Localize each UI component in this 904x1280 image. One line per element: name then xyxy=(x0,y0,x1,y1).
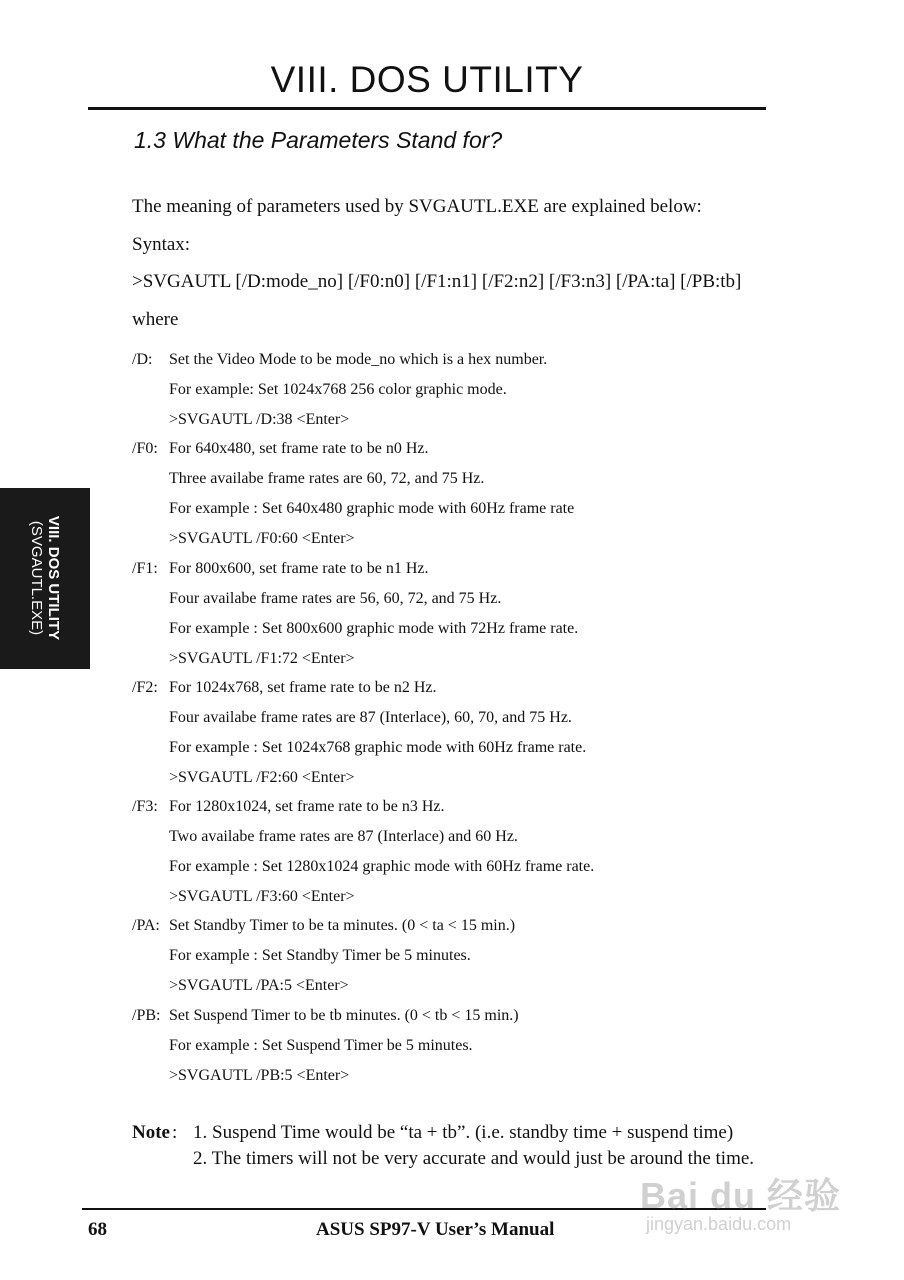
section-heading: 1.3 What the Parameters Stand for? xyxy=(134,127,503,153)
param-f2-line-2: Four availabe frame rates are 87 (Interlace), 60, 70, and 75 Hz. xyxy=(169,709,572,726)
param-d-line-1: Set the Video Mode to be mode_no which is a hex number. xyxy=(169,351,548,368)
param-f2-line-3: For example : Set 1024x768 graphic mode with 60Hz frame rate. xyxy=(169,739,587,756)
param-code-pb: /PB: xyxy=(132,1007,161,1024)
param-f3-line-2: Two availabe frame rates are 87 (Interlace) and 60 Hz. xyxy=(169,828,518,845)
param-code-pa: /PA: xyxy=(132,917,160,934)
note-item-1: 1. Suspend Time would be “ta + tb”. (i.e. standby time + suspend time) xyxy=(193,1122,734,1143)
param-f0-line-1: For 640x480, set frame rate to be n0 Hz. xyxy=(169,440,429,457)
param-d-line-2: For example: Set 1024x768 256 color graphic mode. xyxy=(169,381,507,398)
side-tab-subtitle: (SVGAUTL.EXE) xyxy=(28,520,45,636)
manual-title: ASUS SP97-V User’s Manual xyxy=(316,1219,555,1240)
param-code-f0: /F0: xyxy=(132,440,158,457)
param-code-f3: /F3: xyxy=(132,798,158,815)
title-divider xyxy=(88,107,766,110)
note-colon: : xyxy=(172,1122,178,1143)
chapter-title: VIII. DOS UTILITY xyxy=(270,59,584,100)
param-f1-line-2: Four availabe frame rates are 56, 60, 72, and 75 Hz. xyxy=(169,590,502,607)
param-f2-line-4: >SVGAUTL /F2:60 <Enter> xyxy=(169,769,355,786)
param-pa-line-1: Set Standby Timer to be ta minutes. (0 < ta < 15 min.) xyxy=(169,917,516,934)
param-code-f2: /F2: xyxy=(132,679,158,696)
param-f3-line-4: >SVGAUTL /F3:60 <Enter> xyxy=(169,888,355,905)
side-tab-text xyxy=(28,516,62,640)
syntax-command: >SVGAUTL [/D:mode_no] [/F0:n0] [/F1:n1] [/F2:n2] [/F3:n3] [/PA:ta] [/PB:tb] xyxy=(132,271,742,292)
param-pb-line-2: For example : Set Suspend Timer be 5 minutes. xyxy=(169,1037,473,1054)
watermark-logo: Bai du 经验 xyxy=(640,1175,842,1216)
param-f0-line-2: Three availabe frame rates are 60, 72, and 75 Hz. xyxy=(169,470,485,487)
param-code-f1: /F1: xyxy=(132,560,158,577)
param-pa-line-2: For example : Set Standby Timer be 5 minutes. xyxy=(169,947,471,964)
page-number: 68 xyxy=(88,1219,107,1240)
note-item-2: 2. The timers will not be very accurate and would just be around the time. xyxy=(193,1148,755,1169)
param-f0-line-3: For example : Set 640x480 graphic mode with 60Hz frame rate xyxy=(169,500,575,517)
param-pa-line-3: >SVGAUTL /PA:5 <Enter> xyxy=(169,977,349,994)
syntax-label: Syntax: xyxy=(132,234,191,255)
param-d-line-3: >SVGAUTL /D:38 <Enter> xyxy=(169,411,350,428)
side-tab-title: VIII. DOS UTILITY xyxy=(45,515,62,641)
footer-divider xyxy=(82,1208,766,1210)
param-f0-line-4: >SVGAUTL /F0:60 <Enter> xyxy=(169,530,355,547)
where-label: where xyxy=(132,309,179,330)
chapter-side-tab xyxy=(0,488,90,669)
param-f3-line-3: For example : Set 1280x1024 graphic mode with 60Hz frame rate. xyxy=(169,858,595,875)
param-code-d: /D: xyxy=(132,351,153,368)
intro-paragraph: The meaning of parameters used by SVGAUTL.EXE are explained below: xyxy=(132,196,702,217)
param-f1-line-1: For 800x600, set frame rate to be n1 Hz. xyxy=(169,560,429,577)
param-f1-line-3: For example : Set 800x600 graphic mode with 72Hz frame rate. xyxy=(169,620,579,637)
watermark-url: jingyan.baidu.com xyxy=(646,1214,792,1234)
param-f1-line-4: >SVGAUTL /F1:72 <Enter> xyxy=(169,650,355,667)
param-f2-line-1: For 1024x768, set frame rate to be n2 Hz. xyxy=(169,679,437,696)
param-pb-line-1: Set Suspend Timer to be tb minutes. (0 < tb < 15 min.) xyxy=(169,1007,519,1024)
param-pb-line-3: >SVGAUTL /PB:5 <Enter> xyxy=(169,1067,350,1084)
param-f3-line-1: For 1280x1024, set frame rate to be n3 Hz. xyxy=(169,798,445,815)
note-label: Note xyxy=(132,1122,170,1143)
